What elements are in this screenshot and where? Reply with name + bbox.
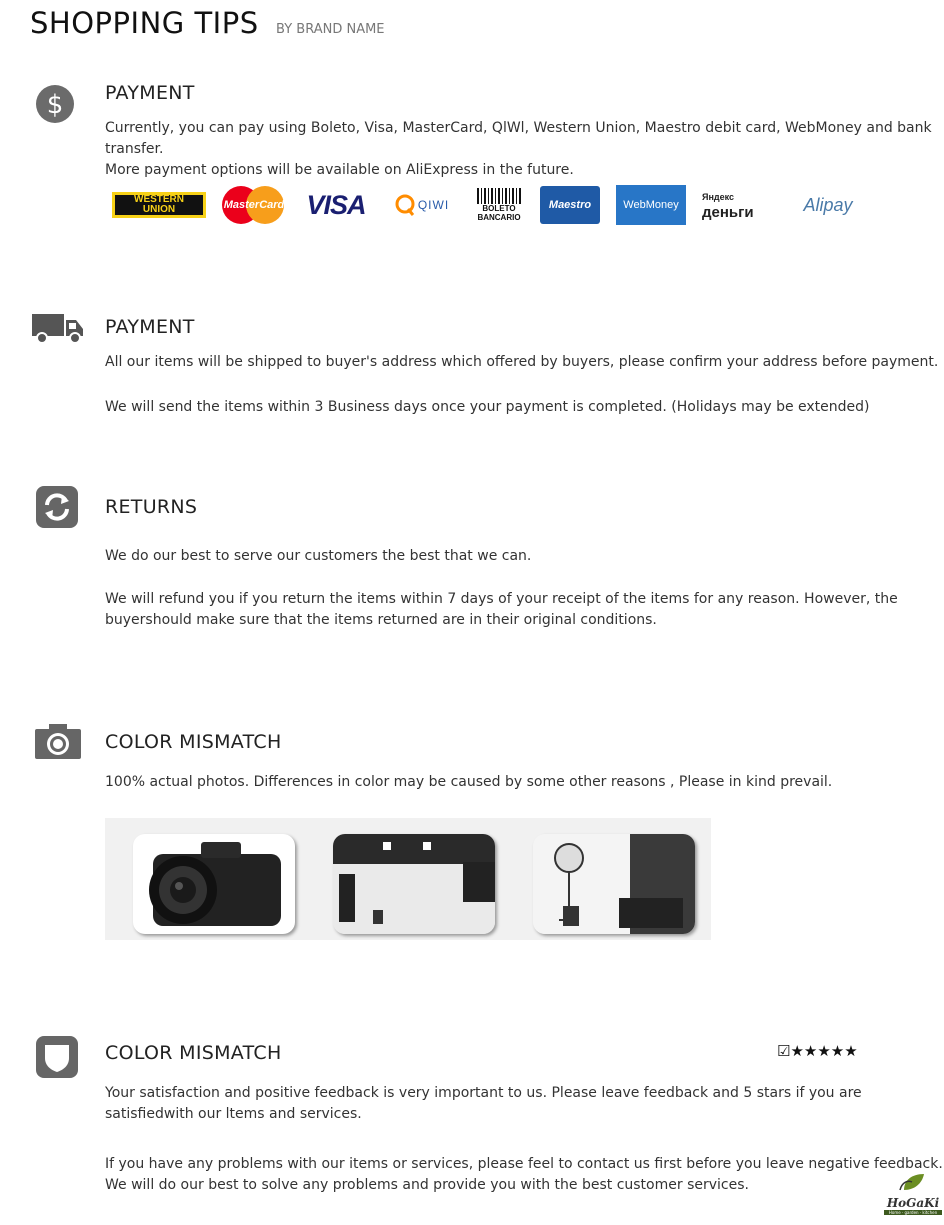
feedback-text-1: Your satisfaction and positive feedback is very important to us. Please leave feedback and 5 stars if you are satisfiedwith our ltems and services. — [105, 1085, 862, 1122]
qiwi-logo: QIWI — [386, 185, 458, 225]
western-union-logo: WESTERN UNION — [112, 192, 206, 218]
section-heading-feedback: COLOR MISMATCH — [105, 1042, 282, 1064]
svg-text:$: $ — [46, 90, 64, 120]
yandex-money-logo: Яндекс деньги — [702, 192, 754, 221]
page-subtitle: BY BRAND NAME — [276, 22, 385, 37]
studio-photo-1 — [333, 834, 495, 934]
section-heading-payment: PAYMENT — [105, 82, 195, 104]
section-heading-returns: RETURNS — [105, 496, 198, 518]
feedback-text-2: If you have any problems with our items or services, please feel to contact us first before you leave negative feedback. We will do our best to solve any problems and provide you with the best customer services. — [105, 1156, 943, 1193]
boleto-logo: BOLETO BANCARIO — [474, 185, 524, 225]
camera-photo — [133, 834, 295, 934]
webmoney-logo: WebMoney — [616, 185, 686, 225]
refresh-icon — [36, 486, 78, 532]
section-heading-shipping: PAYMENT — [105, 316, 195, 338]
truck-icon — [32, 312, 84, 348]
visa-logo: VISA — [306, 189, 366, 220]
mastercard-logo: MasterCard — [222, 185, 286, 225]
payment-description: Currently, you can pay using Boleto, Visa, MasterCard, QlWl, Western Union, Maestro debit card, WebMoney and bank transfer. More payment options will be available on AliExpress in the future. — [105, 120, 932, 178]
studio-photo-2 — [533, 834, 695, 934]
section-heading-color-mismatch: COLOR MISMATCH — [105, 731, 282, 753]
five-star-rating: ☑★★★★★ — [777, 1042, 858, 1060]
product-photos-strip — [105, 818, 711, 940]
alipay-logo: Alipay — [803, 194, 853, 215]
shield-icon — [36, 1036, 78, 1082]
shipping-text-1: All our items will be shipped to buyer's address which offered by buyers, please confirm your address before payment. — [105, 354, 939, 370]
page-title: SHOPPING TIPS — [30, 6, 259, 40]
returns-text-1: We do our best to serve our customers the best that we can. — [105, 548, 532, 564]
maestro-logo: Maestro — [540, 186, 600, 224]
hogaki-logo: HoGaKi Home · garden · kitchen — [884, 1172, 942, 1218]
payment-logos — [112, 180, 892, 230]
camera-icon — [35, 723, 81, 763]
shipping-text-2: We will send the items within 3 Business days once your payment is completed. (Holidays may be extended) — [105, 399, 870, 415]
dollar-circle-icon — [36, 85, 74, 127]
returns-text-2: We will refund you if you return the items within 7 days of your receipt of the items for any reason. However, the buyershould make sure that the items returned are in their original conditions. — [105, 591, 898, 628]
color-mismatch-text: 100% actual photos. Differences in color may be caused by some other reasons , Please in kind prevail. — [105, 774, 833, 790]
